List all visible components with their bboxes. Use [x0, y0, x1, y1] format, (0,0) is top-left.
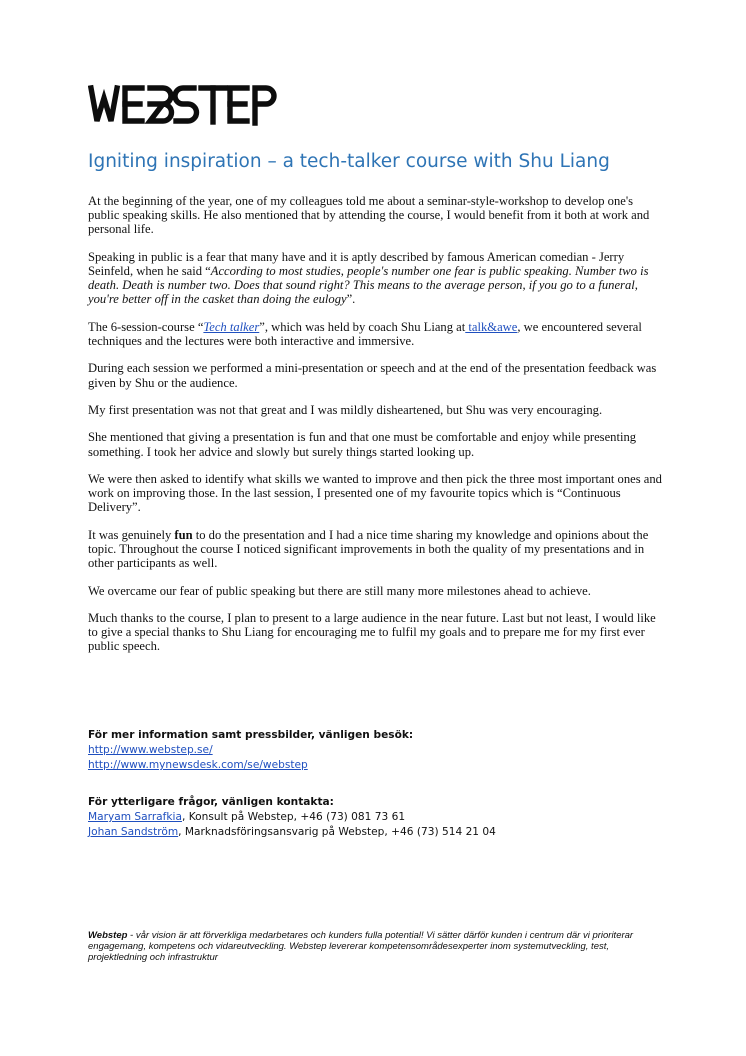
contact-row: [88, 810, 688, 825]
paragraph: At the beginning of the year, one of my colleagues told me about a seminar-style-workshop to develop one's public speaking skills. He also mentioned that by attending the course, I would benefit from it both at work and personal life.: [88, 194, 650, 237]
paragraph: [88, 320, 662, 348]
article-body: [88, 194, 662, 667]
page-title: Igniting inspiration – a tech-talker course with Shu Liang: [88, 151, 610, 172]
contact-maryam-link[interactable]: Maryam Sarrafkia: [88, 811, 182, 823]
paragraph-text: It was genuinely: [88, 527, 175, 542]
webstep-website-link[interactable]: http://www.webstep.se/: [88, 744, 213, 756]
questions-heading: För ytterligare frågor, vänligen kontakta:: [88, 796, 334, 808]
contact-johan-link[interactable]: Johan Sandström: [88, 826, 179, 838]
footer-boilerplate: [88, 930, 668, 963]
paragraph-text: The 6-session-course “: [88, 319, 204, 334]
paragraph: [88, 250, 662, 307]
talk-and-awe-link[interactable]: talk&awe: [465, 319, 518, 334]
contact-details: , Konsult på Webstep, +46 (73) 081 73 61: [181, 811, 406, 823]
paragraph-text: Speaking in public is a fear that many have and it is aptly described by famous American comedian - Jerry Seinfeld, when he said “: [88, 249, 625, 278]
paragraph: During each session we performed a mini-presentation or speech and at the end of the presentation feedback was given by Shu or the audience.: [88, 361, 657, 390]
link-row: [88, 743, 688, 758]
paragraph: My first presentation was not that great and I was mildly disheartened, but Shu was very encouraging.: [88, 402, 603, 417]
contact-row: [88, 825, 688, 840]
paragraph-text: to do the presentation and I had a nice time sharing my knowledge and opinions about the topic. Throughout the course I noticed significant improvements in both the quality of my presentations and in other participants as well.: [88, 527, 649, 571]
tech-talker-link-label: Tech talker: [203, 319, 260, 334]
paragraph-text: ”.: [346, 292, 356, 307]
paragraph: We overcame our fear of public speaking but there are still many more milestones ahead to achieve.: [88, 583, 591, 598]
mynewsdesk-link[interactable]: http://www.mynewsdesk.com/se/webstep: [88, 759, 308, 771]
paragraph: We were then asked to identify what skills we wanted to improve and then pick the three most important ones and work on improving those. In the last session, I presented one of my favourite topics which is “Continuous Delivery”.: [88, 471, 662, 515]
paragraph: She mentioned that giving a presentation is fun and that one must be comfortable and enjoy while presenting something. I took her advice and slowly but surely things started looking up.: [88, 430, 637, 459]
footer-brand: Webstep: [88, 930, 128, 941]
footer-text: - vår vision är att förverkliga medarbetares och kunders fulla potential! Vi sätter därför kunden i centrum där vi prioriterar engagemang, kompetens och vidareutveckling. Webstep levererar kompetensområdesexperter inom systemutveckling, test, projektledning och infrastruktur: [88, 930, 634, 963]
contact-details: , Marknadsföringsansvarig på Webstep, +46 (73) 514 21 04: [178, 826, 496, 838]
emphasis-fun: fun: [174, 527, 193, 542]
link-row: [88, 758, 688, 773]
paragraph-text: , we encountered several techniques and the lectures were both interactive and immersive.: [88, 319, 642, 348]
paragraph-text: ”, which was held by coach Shu Liang at: [259, 319, 466, 334]
info-heading: För mer information samt pressbilder, vänligen besök:: [88, 729, 414, 741]
spacer: [88, 773, 688, 795]
paragraph: [88, 528, 662, 571]
paragraph: Much thanks to the course, I plan to present to a large audience in the near future. Last but not least, I would like to give a special thanks to Shu Liang for encouraging me to fulfil my goals and to prepare me for my first ever public speech.: [88, 610, 656, 654]
webstep-logo: [88, 84, 278, 126]
tech-talker-link[interactable]: [203, 320, 259, 334]
seinfeld-quote: According to most studies, people's number one fear is public speaking. Number two is death. Death is number two. Does that sound right? This means to the average person, if you go to a funeral, you're better off in the casket than doing the eulogy: [88, 264, 649, 307]
contact-section: [88, 728, 688, 840]
